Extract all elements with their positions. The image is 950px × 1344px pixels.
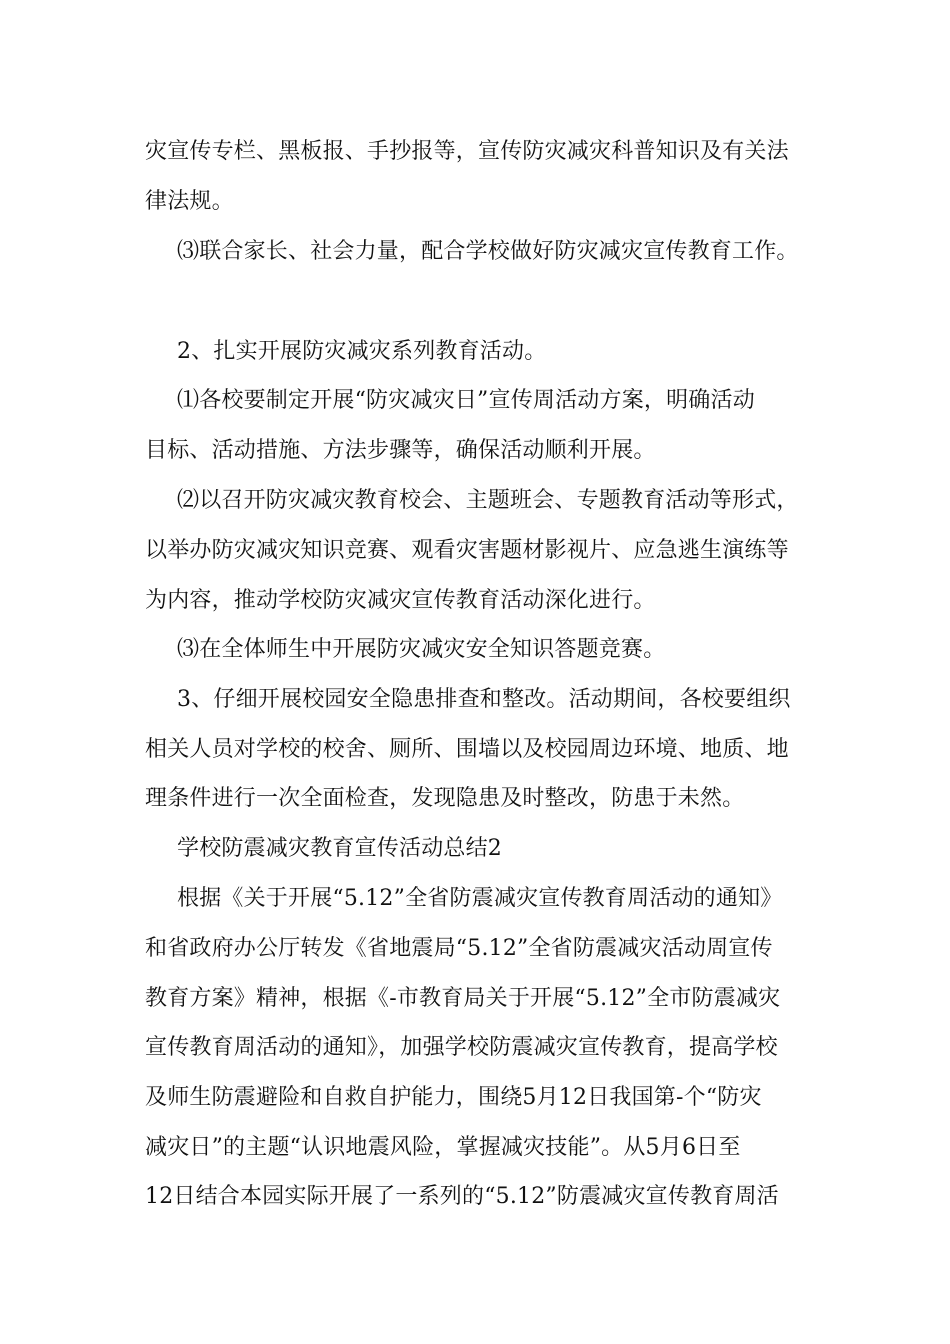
paragraph-line: 和省政府办公厅转发《省地震局“5.12”全省防震减灾活动周宣传: [145, 936, 773, 961]
paragraph-line: ⑶联合家长、社会力量，配合学校做好防灾减灾宣传教育工作。: [177, 239, 799, 264]
paragraph-line: 目标、活动措施、方法步骤等，确保活动顺利开展。: [145, 438, 656, 463]
paragraph-line: 宣传教育周活动的通知》，加强学校防震减灾宣传教育，提高学校: [145, 1035, 778, 1060]
section-heading: 2、扎实开展防灾减灾系列教育活动。: [177, 339, 547, 364]
paragraph-line: 教育方案》精神，根据《-市教育局关于开展“5.12”全市防震减灾: [145, 986, 781, 1011]
paragraph-line: 根据《关于开展“5.12”全省防震减灾宣传教育周活动的通知》: [177, 886, 783, 911]
section-heading: 3、仔细开展校园安全隐患排查和整改。活动期间，各校要组织: [177, 687, 791, 712]
paragraph-line: ⑶在全体师生中开展防灾减灾安全知识答题竞赛。: [177, 637, 666, 662]
paragraph-line: 减灾日”的主题“认识地震风险，掌握减灾技能”。从5月6日至: [145, 1135, 741, 1160]
paragraph-line: 灾宣传专栏、黑板报、手抄报等，宣传防灾减灾科普知识及有关法: [145, 139, 789, 164]
paragraph-line: ⑴各校要制定开展“防灾减灾日”宣传周活动方案，明确活动: [177, 388, 755, 413]
paragraph-line: 律法规。: [145, 189, 234, 214]
paragraph-line: 以举办防灾减灾知识竞赛、观看灾害题材影视片、应急逃生演练等: [145, 538, 789, 563]
paragraph-line: 为内容，推动学校防灾减灾宣传教育活动深化进行。: [145, 588, 656, 613]
paragraph-line: 理条件进行一次全面检查，发现隐患及时整改，防患于未然。: [145, 786, 745, 811]
paragraph-line: 12日结合本园实际开展了一系列的“5.12”防震减灾宣传教育周活: [145, 1184, 779, 1209]
paragraph-line: 相关人员对学校的校舍、厕所、围墙以及校园周边环境、地质、地: [145, 737, 789, 762]
document-title: 学校防震减灾教育宣传活动总结2: [177, 836, 502, 861]
paragraph-line: ⑵以召开防灾减灾教育校会、主题班会、专题教育活动等形式，: [177, 488, 799, 513]
paragraph-line: 及师生防震避险和自救自护能力，围绕5月12日我国第-个“防灾: [145, 1085, 762, 1110]
